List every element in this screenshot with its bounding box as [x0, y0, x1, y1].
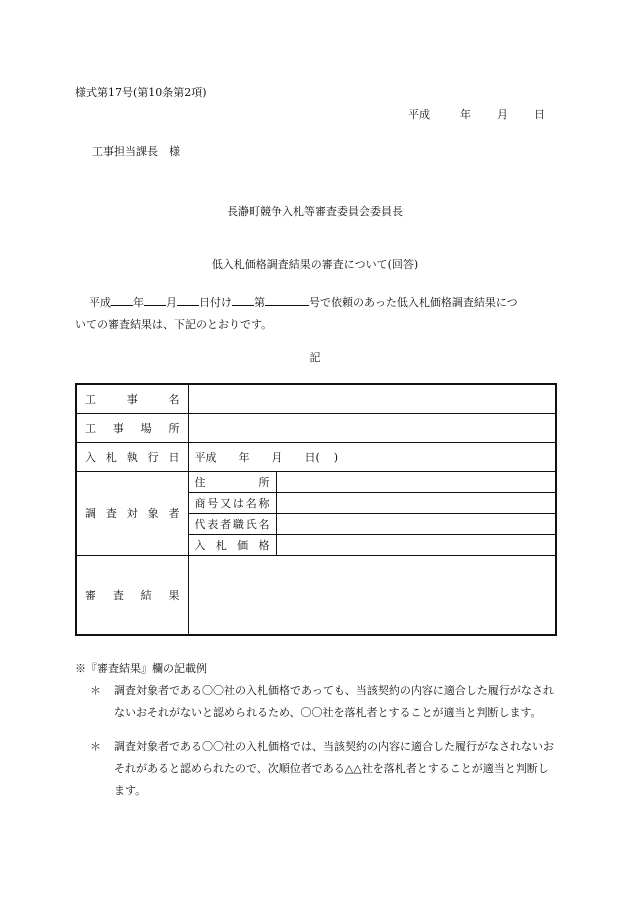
- bid-date-label: [76, 442, 188, 471]
- note-text: 調査対象者である〇〇社の入札価格では、当該契約の内容に適合した履行がなされないおそれがあると認められたので、次順位者である△△社を落札者とすることが適当と判断します。: [114, 740, 554, 797]
- project-location-value[interactable]: [188, 413, 556, 442]
- blank-month: [144, 295, 166, 306]
- review-form-table: [75, 383, 557, 636]
- subject-company-label: [188, 492, 276, 513]
- bid-date-value[interactable]: [188, 442, 556, 471]
- bid-date-era: 平成: [194, 450, 217, 464]
- note-item: [90, 680, 556, 724]
- subject-address-value[interactable]: [276, 471, 556, 492]
- project-location-label: [76, 413, 188, 442]
- bid-date-day: 日(: [304, 450, 320, 464]
- project-name-label: [76, 384, 188, 413]
- row-project-location: [76, 413, 556, 442]
- row-subject-address: [76, 471, 556, 492]
- body-line2: いての審査結果は、下記のとおりです。: [75, 318, 273, 331]
- bid-date-label-text: 入 札 執 行 日: [85, 450, 180, 464]
- subject-address-label: [188, 471, 276, 492]
- form-number: 様式第17号(第10条第2項): [75, 86, 207, 99]
- project-name-value[interactable]: [188, 384, 556, 413]
- body-day-ref: 日付け: [199, 296, 232, 309]
- subject-company-label-text: 商 号 又 は 名 称: [194, 496, 270, 510]
- date-line: [408, 106, 545, 122]
- bid-date-close: ): [333, 450, 339, 464]
- subject-label: [76, 471, 188, 555]
- date-day: 日: [534, 108, 545, 121]
- body-no-suffix: 号で依頼のあった低入札価格調査結果につ: [309, 296, 518, 309]
- body-year: 年: [133, 296, 144, 309]
- subject-bid-price-value[interactable]: [276, 534, 556, 555]
- blank-number: [265, 295, 309, 306]
- subject-company-value[interactable]: [276, 492, 556, 513]
- bid-date-month: 月: [271, 450, 283, 464]
- project-location-label-text: 工 事 場 所: [85, 421, 180, 435]
- blank-day: [177, 295, 199, 306]
- subject-label-text: 調 査 対 象 者: [85, 507, 180, 520]
- body-paragraph: [75, 292, 553, 336]
- date-month: 月: [497, 108, 508, 121]
- subject-representative-value[interactable]: [276, 513, 556, 534]
- ki-heading: 記: [309, 351, 321, 364]
- sender: 長瀞町競争入札等審査委員会委員長: [227, 205, 403, 218]
- row-project-name: [76, 384, 556, 413]
- body-era: 平成: [89, 296, 111, 309]
- subject-representative-label-text: 代 表 者 職 氏 名: [194, 517, 270, 531]
- blank-office: [232, 295, 254, 306]
- note-text: 調査対象者である〇〇社の入札価格であっても、当該契約の内容に適合した履行がなされないおそれがないと認められるため、〇〇社を落札者とすることが適当と判断します。: [114, 684, 554, 719]
- subject-bid-price-label: [188, 534, 276, 555]
- notes-heading: ※『審査結果』欄の記載例: [75, 662, 207, 675]
- subject-representative-label: [188, 513, 276, 534]
- asterisk-icon: ＊: [90, 684, 101, 697]
- row-review-result: [76, 555, 556, 635]
- body-month: 月: [166, 296, 177, 309]
- review-result-label-text: 審 査 結 果: [85, 588, 180, 602]
- date-year: 年: [460, 108, 471, 121]
- document-title: 低入札価格調査結果の審査について(回答): [211, 258, 419, 271]
- asterisk-icon: ＊: [90, 740, 101, 753]
- note-item: [90, 736, 556, 802]
- bid-date-year: 年: [238, 450, 250, 464]
- review-result-label: [76, 555, 188, 635]
- blank-year: [111, 295, 133, 306]
- project-name-label-text: 工 事 名: [85, 392, 180, 406]
- date-era: 平成: [408, 108, 430, 121]
- subject-bid-price-label-text: 入 札 価 格: [194, 538, 270, 552]
- review-result-value[interactable]: [188, 555, 556, 635]
- body-no-prefix: 第: [254, 296, 265, 309]
- addressee: 工事担当課長 様: [92, 145, 180, 158]
- row-bid-date: [76, 442, 556, 471]
- subject-address-label-text: 住 所: [194, 475, 270, 489]
